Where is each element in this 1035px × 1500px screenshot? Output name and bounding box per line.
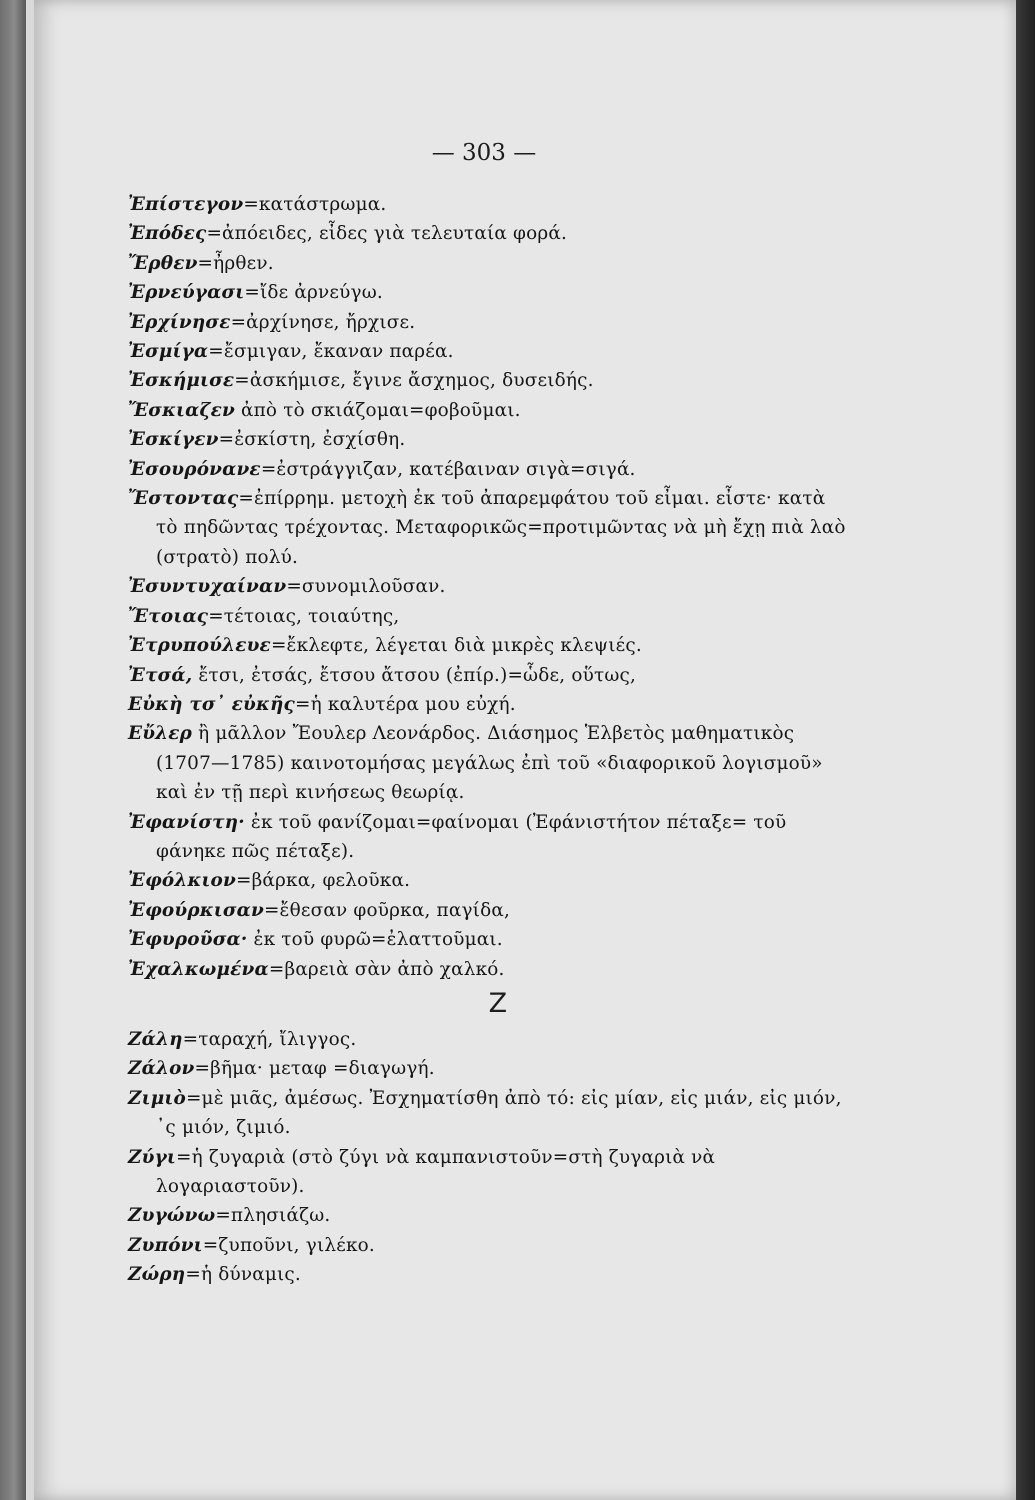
entry-definition: =ἔκλεφτε, λέγεται διὰ μικρὲς κλεψιές. <box>270 635 642 657</box>
entry-headword: Ζύγι <box>128 1146 177 1168</box>
book-spine <box>0 0 26 1500</box>
glossary-entry <box>128 425 848 454</box>
entry-definition: =ταραχή, ἴλιγγος. <box>182 1028 357 1050</box>
epsilon-section <box>128 190 848 984</box>
glossary-entry <box>128 690 848 719</box>
zeta-section <box>128 1025 848 1290</box>
entry-definition: =ἐσκίστη, ἐσχίσθη. <box>218 429 406 451</box>
entry-headword: Ζάλον <box>128 1058 195 1080</box>
section-letter: Z <box>488 987 508 1019</box>
entry-headword: Ἐφανίστη· <box>128 811 245 833</box>
entry-definition: =ἴδε ἀρνεύγω. <box>244 282 383 304</box>
entry-definition: ἐκ τοῦ φανίζομαι=φαίνομαι (Ἐφάνιστήτον πέταξε= τοῦ φάνηκε πῶς πέταξε). <box>156 811 787 862</box>
glossary-entry <box>128 219 848 248</box>
page-shadow <box>1016 0 1035 1500</box>
book-page <box>34 0 1016 1500</box>
entry-headword: Ἐρχίνησε <box>128 311 231 333</box>
entry-headword: Ἐτρυπούλευε <box>128 635 271 657</box>
entry-definition: =συνομιλοῦσαν. <box>286 576 446 598</box>
entry-definition: =ἀρχίνησε, ἤρχισε. <box>230 311 416 333</box>
glossary-entry <box>128 455 848 484</box>
entry-headword: Ἐπόδες <box>128 223 207 245</box>
glossary-entry <box>128 925 848 954</box>
glossary-entry <box>128 484 848 572</box>
entry-definition: =ἔθεσαν φοῦρκα, παγίδα, <box>263 899 511 921</box>
entry-definition: =ἐπίρρημ. μετοχὴ ἐκ τοῦ ἀπαρεμφάτου τοῦ εἶμαι. εἶστε· κατὰ τὸ πηδῶντας τρέχοντας. Μεταφορικῶς=προτιμῶντας νὰ μὴ ἔχῃ πιὰ λαὸ (στρατὸ) πολύ. <box>156 488 846 568</box>
glossary-entry <box>128 955 848 984</box>
entry-definition: =ἐστράγγιζαν, κατέβαιναν σιγὰ=σιγά. <box>260 458 636 480</box>
entry-headword: Ἔσκιαζεν <box>128 399 235 421</box>
glossary-entry <box>128 808 848 867</box>
glossary-entry <box>128 366 848 395</box>
entry-headword: Ἔρθεν <box>128 252 198 274</box>
entry-definition: ἢ μᾶλλον Ἔουλερ Λεονάρδος. Διάσημος Ἑλβετὸς μαθηματικὸς (1707—1785) καινοτομήσας μεγάλως ἐπὶ τοῦ «διαφορικοῦ λογισμοῦ» καὶ ἐν τῇ περὶ κινήσεως θεωρίᾳ. <box>156 723 823 804</box>
entry-definition: ἔτσι, ἐτσάς, ἔτσου ἄτσου (ἐπίρ.)=ὧδε, οὕτως, <box>192 664 637 686</box>
entry-definition: =ἡ ζυγαριὰ (στὸ ζύγι νὰ καμπανιστοῦν=στὴ ζυγαριὰ νὰ λογαριαστοῦν). <box>156 1146 716 1197</box>
entry-headword: Ἐσμίγα <box>128 341 209 363</box>
entry-definition: =ἀσκήμισε, ἔγινε ἄσχημος, δυσειδής. <box>234 370 594 392</box>
glossary-entry <box>128 308 848 337</box>
glossary-entry <box>128 278 848 307</box>
entry-definition: =ἀπόειδες, εἶδες γιὰ τελευταία φορά. <box>206 223 568 245</box>
entry-headword: Ἐπίστεγον <box>128 194 244 215</box>
entry-definition: =ζυποῦνι, γιλέκο. <box>202 1234 375 1256</box>
glossary-entry <box>128 572 848 601</box>
entry-definition: =βαρειὰ σὰν ἀπὸ χαλκό. <box>268 958 505 980</box>
glossary-entry <box>128 866 848 895</box>
entry-headword: Ἐφούρκισαν <box>128 899 264 921</box>
entry-headword: Ἐφυροῦσα· <box>128 929 248 951</box>
entry-definition: =ἔσμιγαν, ἔκαναν παρέα. <box>208 341 454 363</box>
entry-definition: =μὲ μιᾶς, ἀμέσως. Ἐσχηματίσθη ἀπὸ τό: εἰς μίαν, εἰς μιάν, εἰς μιόν, ᾽ς μιόν, ζιμιό. <box>156 1087 842 1139</box>
glossary-entry <box>128 396 848 425</box>
glossary-entry <box>128 1260 848 1289</box>
glossary-entry <box>128 1025 848 1054</box>
entry-definition: =ἡ δύναμις. <box>185 1264 301 1286</box>
entry-definition: ἐκ τοῦ φυρῶ=ἐλαττοῦμαι. <box>247 929 503 951</box>
glossary-entry <box>128 337 848 366</box>
entry-definition: =κατάστρωμα. <box>243 194 387 215</box>
glossary-entry <box>128 1143 848 1202</box>
entry-definition: =ἦρθεν. <box>197 252 274 274</box>
entry-headword: Ἐσουρόνανε <box>128 458 261 480</box>
page-number: — 303 — <box>431 140 537 166</box>
entry-headword: Ἔστοντας <box>128 488 239 510</box>
glossary-entry <box>128 719 848 807</box>
entry-headword: Ἐχαλκωμένα <box>128 958 269 980</box>
entry-headword: Ἐσυντυχαίναν <box>128 576 287 598</box>
entry-headword: Ζώρη <box>128 1264 186 1286</box>
entry-definition: =βῆμα· μεταφ =διαγωγή. <box>194 1058 435 1080</box>
glossary-entry <box>128 631 848 660</box>
entry-headword: Ἐρνεύγασι <box>128 282 245 304</box>
glossary-entry <box>128 661 848 690</box>
entry-headword: Ἐφόλκιον <box>128 870 236 892</box>
entry-definition: =τέτοιας, τοιαύτης, <box>208 605 400 627</box>
glossary-entry <box>128 1231 848 1260</box>
entry-headword: Ἐσκήμισε <box>128 370 235 392</box>
glossary-entry <box>128 602 848 631</box>
entry-headword: Ζυγώνω <box>128 1205 216 1227</box>
glossary-entry <box>128 1084 848 1143</box>
entry-definition: =βάρκα, φελοῦκα. <box>235 870 411 892</box>
entry-headword: Ζυπόνι <box>128 1234 203 1256</box>
entry-headword: Ζάλη <box>128 1028 183 1050</box>
glossary-entry <box>128 190 848 219</box>
glossary-entries <box>128 190 848 1290</box>
entry-headword: Ἐτσά, <box>128 664 193 686</box>
entry-definition: =ἡ καλυτέρα μου εὐχή. <box>294 693 516 715</box>
entry-headword: Ἔτοιας <box>128 605 209 627</box>
glossary-entry <box>128 249 848 278</box>
entry-headword: Εὐκὴ τσ᾿ εὐκῆς <box>128 693 295 715</box>
entry-headword: Ζιμιὸ <box>128 1087 186 1109</box>
entry-definition: =πλησιάζω. <box>215 1205 331 1227</box>
entry-headword: Εὔλερ <box>128 723 193 745</box>
entry-headword: Ἐσκίγεν <box>128 429 219 451</box>
entry-definition: ἀπὸ τὸ σκιάζομαι=φοβοῦμαι. <box>234 399 521 421</box>
glossary-entry <box>128 1201 848 1230</box>
glossary-entry <box>128 896 848 925</box>
glossary-entry <box>128 1054 848 1083</box>
